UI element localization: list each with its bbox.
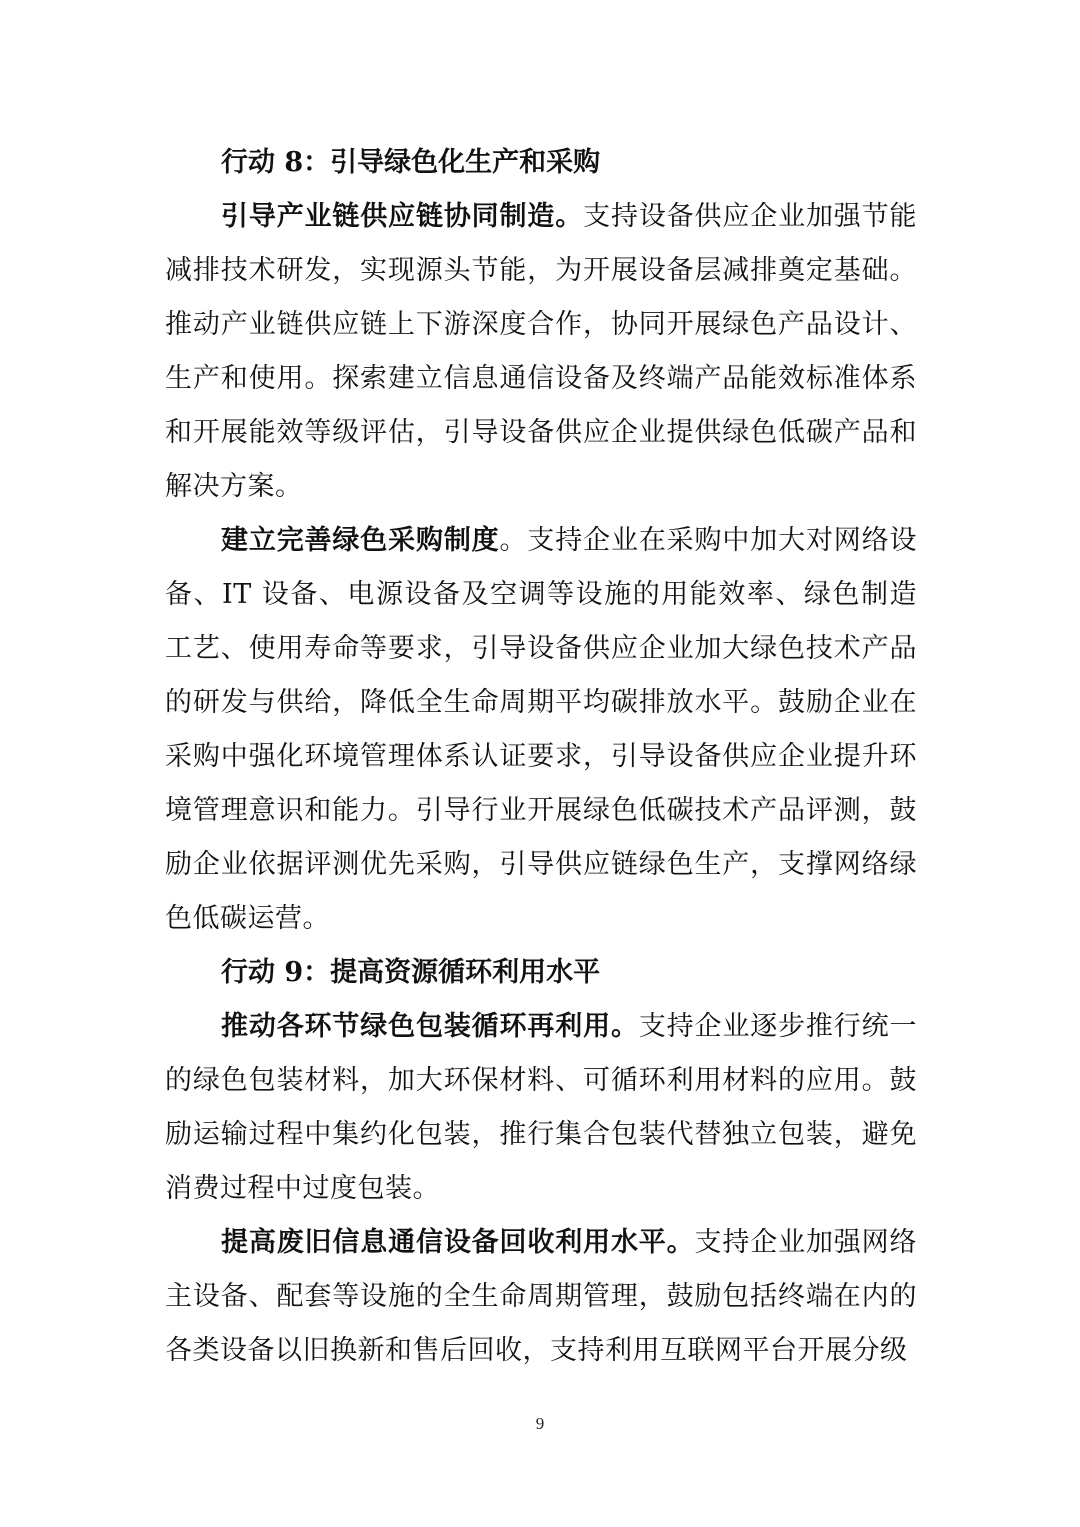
paragraph-lead: 引导产业链供应链协同制造。 xyxy=(221,201,584,232)
paragraph-supply-chain-collaboration xyxy=(165,190,917,514)
document-body xyxy=(165,136,917,1378)
paragraph-equipment-recycling xyxy=(165,1216,917,1378)
paragraph-text: 支持企业加强网络主设备、配套等设施的全生命周期管理，鼓励包括终端在内的各类设备以旧换新和售后回收，支持利用互联网平台开展分级 xyxy=(165,1227,918,1366)
section-heading-action-8: 行动 8：引导绿色化生产和采购 xyxy=(221,147,601,178)
paragraph-green-packaging xyxy=(165,1000,917,1216)
paragraph-text: 支持企业逐步推行统一的绿色包装材料，加大环保材料、可循环利用材料的应用。鼓励运输过程中集约化包装，推行集合包装代替独立包装，避免消费过程中过度包装。 xyxy=(165,1011,917,1204)
paragraph-lead: 建立完善绿色采购制度 xyxy=(221,525,500,556)
section-heading-action-9: 行动 9：提高资源循环利用水平 xyxy=(221,957,601,988)
paragraph-lead: 提高废旧信息通信设备回收利用水平。 xyxy=(221,1227,695,1258)
page-number: 9 xyxy=(535,1414,545,1433)
paragraph-text: 支持设备供应企业加强节能减排技术研发，实现源头节能，为开展设备层减排奠定基础。推动产业链供应链上下游深度合作，协同开展绿色产品设计、生产和使用。探索建立信息通信设备及终端产品能效标准体系和开展能效等级评估，引导设备供应企业提供绿色低碳产品和解决方案。 xyxy=(165,201,918,502)
paragraph-text: 。支持企业在采购中加大对网络设备、IT 设备、电源设备及空调等设施的用能效率、绿色制造工艺、使用寿命等要求，引导设备供应企业加大绿色技术产品的研发与供给，降低全生命周期平均碳排放水平。鼓励企业在采购中强化环境管理体系认证要求，引导设备供应企业提升环境管理意识和能力。引导行业开展绿色低碳技术产品评测，鼓励企业依据评测优先采购，引导供应链绿色生产，支撑网络绿色低碳运营。 xyxy=(165,525,918,934)
paragraph-green-procurement xyxy=(165,514,917,946)
paragraph-lead: 推动各环节绿色包装循环再利用。 xyxy=(221,1011,639,1042)
